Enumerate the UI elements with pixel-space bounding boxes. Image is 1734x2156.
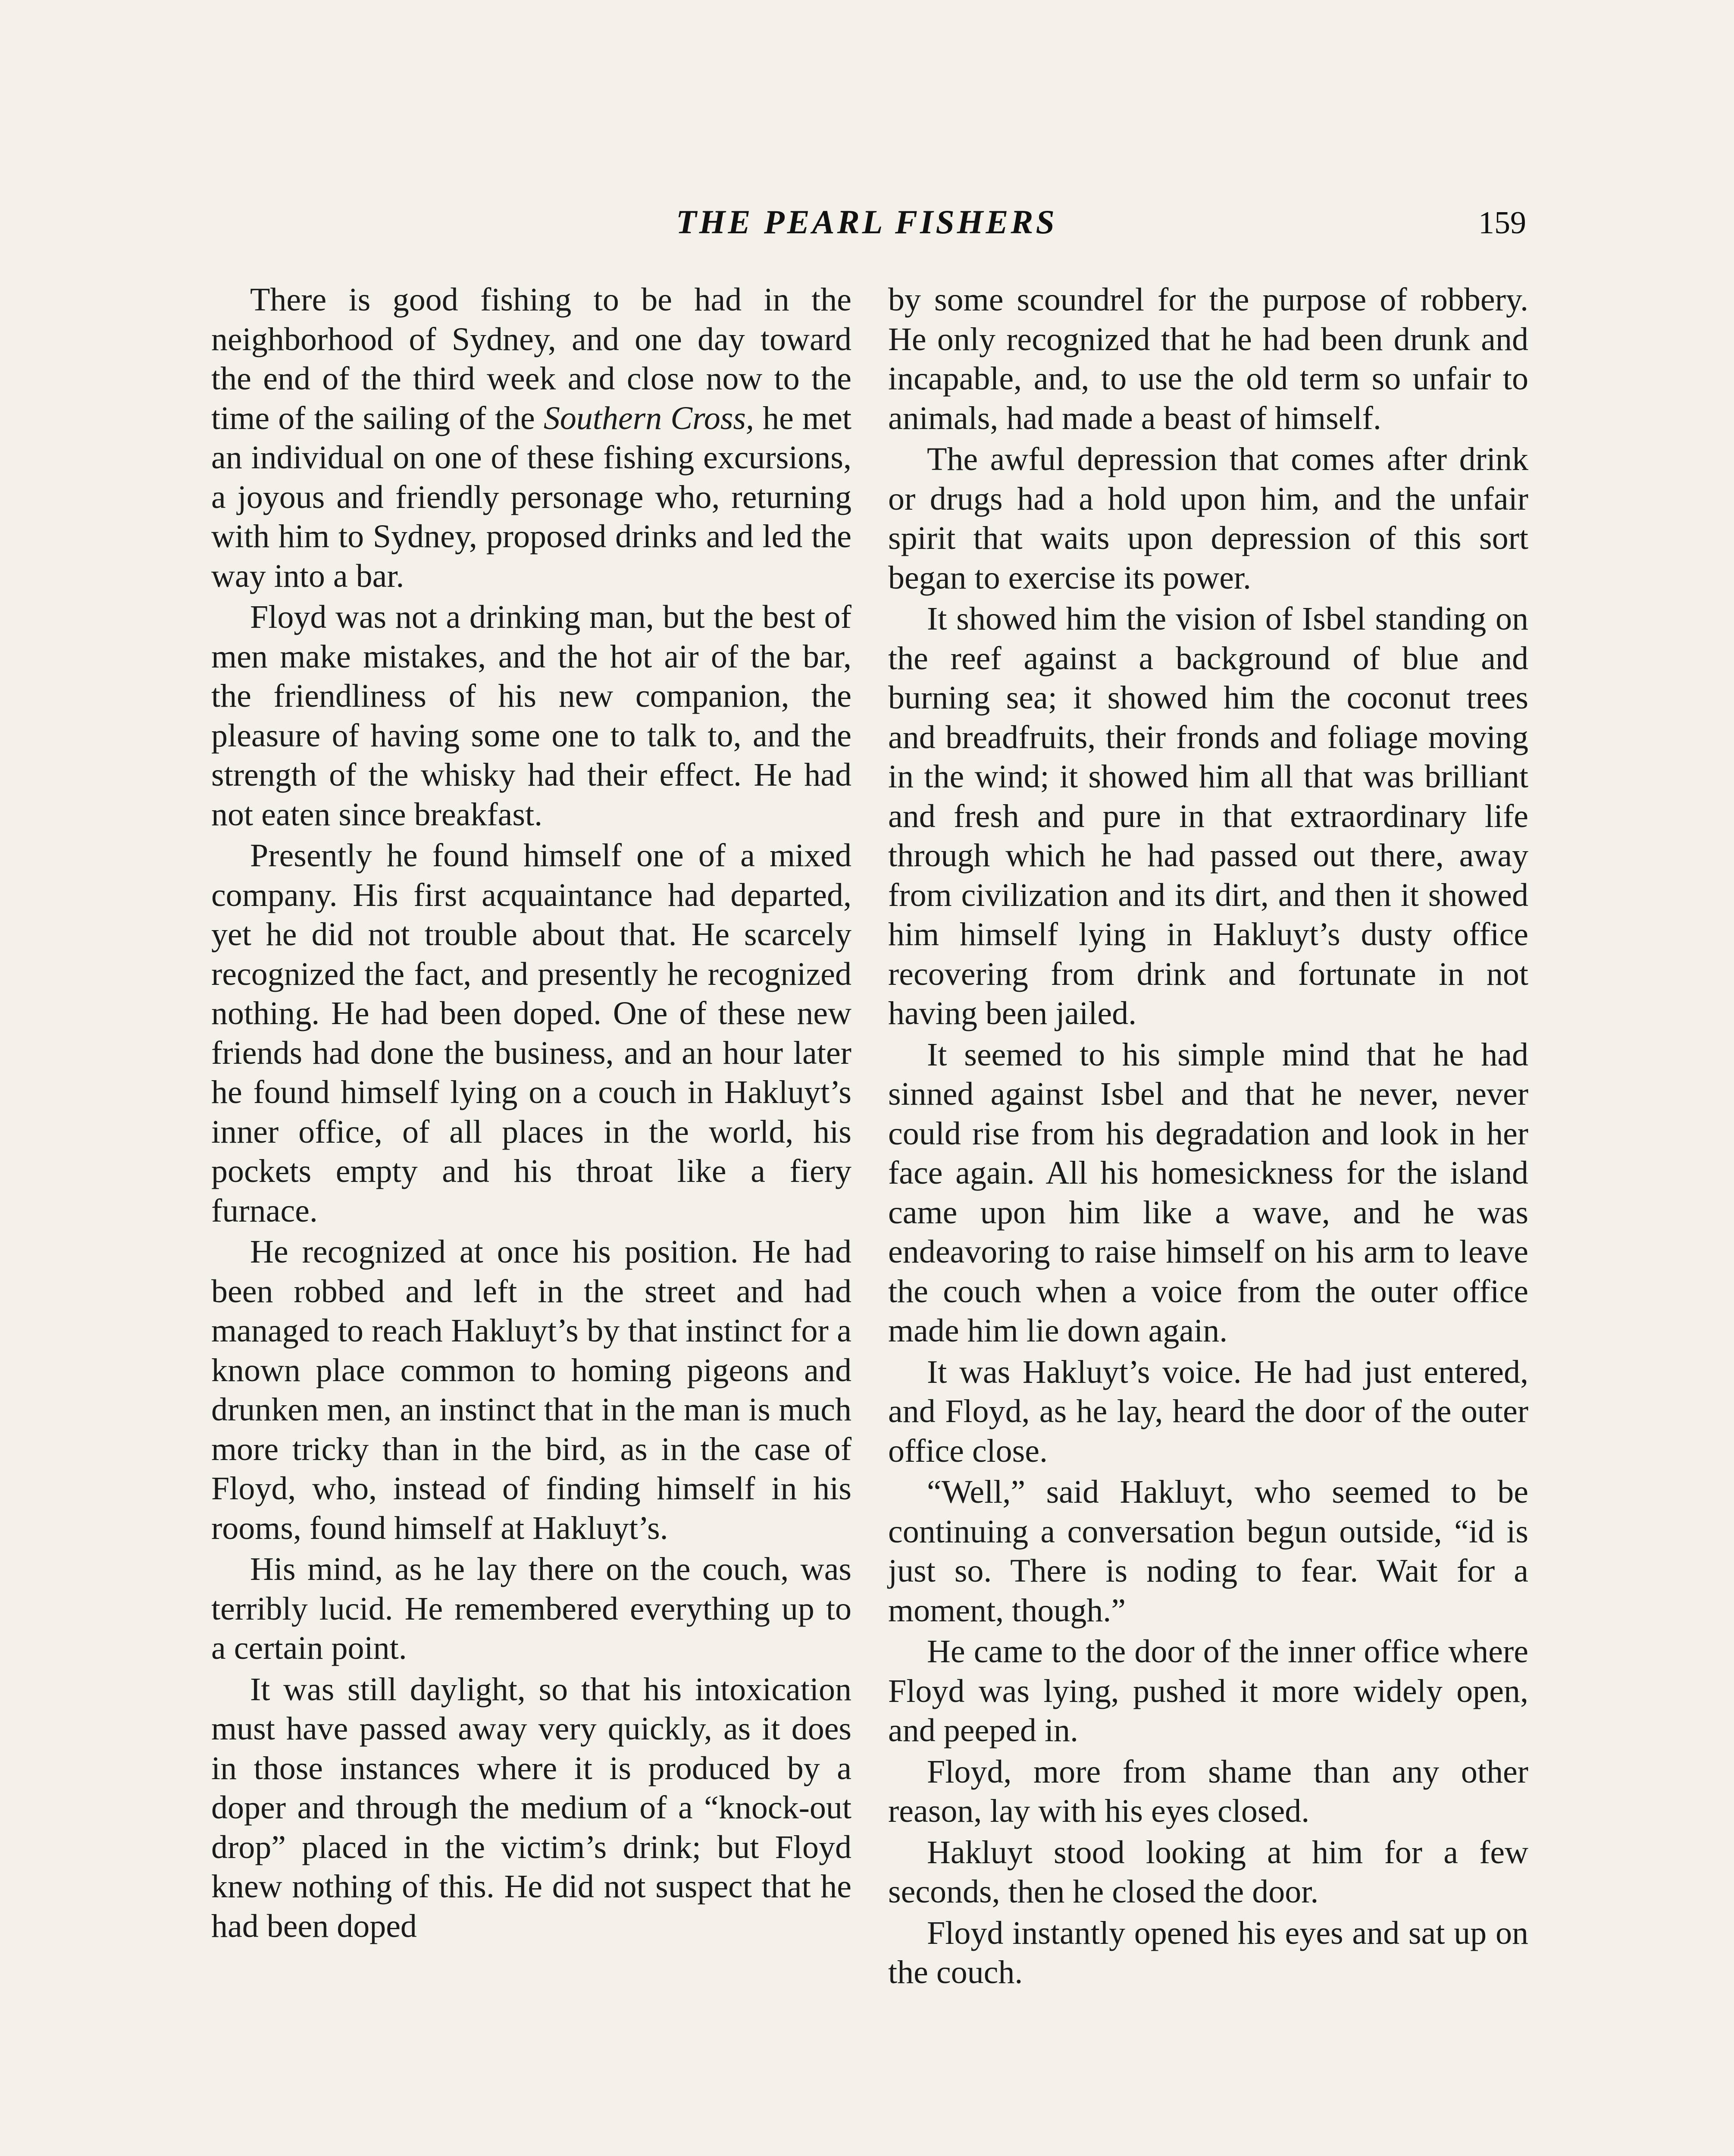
paragraph: It was Hakluyt’s voice. He had just entered, and Floyd, as he lay, heard the door of the outer office close. <box>888 1354 1528 1469</box>
left-column <box>211 280 851 1946</box>
paragraph: He came to the door of the inner office where Floyd was lying, pushed it more widely open, and peeped in. <box>888 1633 1528 1749</box>
paragraph: Floyd was not a drinking man, but the best of men make mistakes, and the hot air of the bar, the friendliness of his new companion, the pleasure of having some one to talk to, and the strength of the whisky had their effect. He had not eaten since breakfast. <box>211 599 851 833</box>
paragraph: The awful depression that comes after drink or drugs had a hold upon him, and the unfair spirit that waits upon depression of this sort began to exercise its power. <box>888 441 1528 596</box>
paragraph: His mind, as he lay there on the couch, was terribly lucid. He remembered everything up to a certain point. <box>211 1551 851 1666</box>
paragraph: It was still daylight, so that his intoxication must have passed away very quickly, as it does in those instances where it is produced by a doper and through the medium of a “knock-out drop” placed in the victim’s drink; but Floyd knew nothing of this. He did not suspect that he had been doped <box>211 1671 851 1944</box>
page-number: 159 <box>1478 205 1526 241</box>
paragraph: Floyd instantly opened his eyes and sat up on the couch. <box>888 1915 1528 1990</box>
paragraph <box>211 280 851 596</box>
ship-name: Southern Cross, <box>543 400 754 436</box>
paragraph: “Well,” said Hakluyt, who seemed to be continuing a conversation begun outside, “id is just so. There is noding to fear. Wait for a moment, though.” <box>888 1474 1528 1629</box>
paragraph-text: he met an individual on one of these fishing excursions, a joyous and friendly personage who, returning with him to Sydney, proposed drinks and led the way into a bar. <box>211 400 851 594</box>
paragraph: He recognized at once his position. He had been robbed and left in the street and had managed to reach Hakluyt’s by that instinct for a known place common to homing pigeons and drunken men, an instinct that in the man is much more tricky than in the bird, as in the case of Floyd, who, instead of finding himself in his rooms, found himself at Hakluyt’s. <box>211 1234 851 1546</box>
paragraph: Hakluyt stood looking at him for a few seconds, then he closed the door. <box>888 1834 1528 1910</box>
paragraph: Presently he found himself one of a mixed company. His first acquaintance had departed, yet he did not trouble about that. He scarcely recognized the fact, and presently he recognized nothing. He had been doped. One of these new friends had done the business, and an hour later he found himself lying on a couch in Hakluyt’s inner office, of all places in the world, his pockets empty and his throat like a fiery furnace. <box>211 837 851 1229</box>
paragraph: Floyd, more from shame than any other reason, lay with his eyes closed. <box>888 1753 1528 1829</box>
running-title: THE PEARL FISHERS <box>676 203 1057 241</box>
paragraph: It showed him the vision of Isbel standing on the reef against a background of blue and burning sea; it showed him the coconut trees and breadfruits, their fronds and foliage moving in the wind; it showed him all that was brilliant and fresh and pure in that extraordinary life through which he had passed out there, away from civilization and its dirt, and then it showed him himself lying in Hakluyt’s dusty office recovering from drink and fortunate in not having been jailed. <box>888 601 1528 1031</box>
paragraph: It seemed to his simple mind that he had sinned against Isbel and that he never, never could rise from his degradation and look in her face again. All his homesickness for the island came upon him like a wave, and he was endeavoring to raise himself on his arm to leave the couch when a voice from the outer office made him lie down again. <box>888 1036 1528 1349</box>
right-column <box>888 280 1528 1993</box>
paragraph-text: There is good fishing to be had in the neighborhood of Sydney, and one day toward the end of the third week and close now to the time of the sailing of the <box>211 282 851 436</box>
paragraph-continued: by some scoundrel for the purpose of robbery. He only recognized that he had been drunk and incapable, and, to use the old term so unfair to animals, had made a beast of himself. <box>888 282 1528 436</box>
